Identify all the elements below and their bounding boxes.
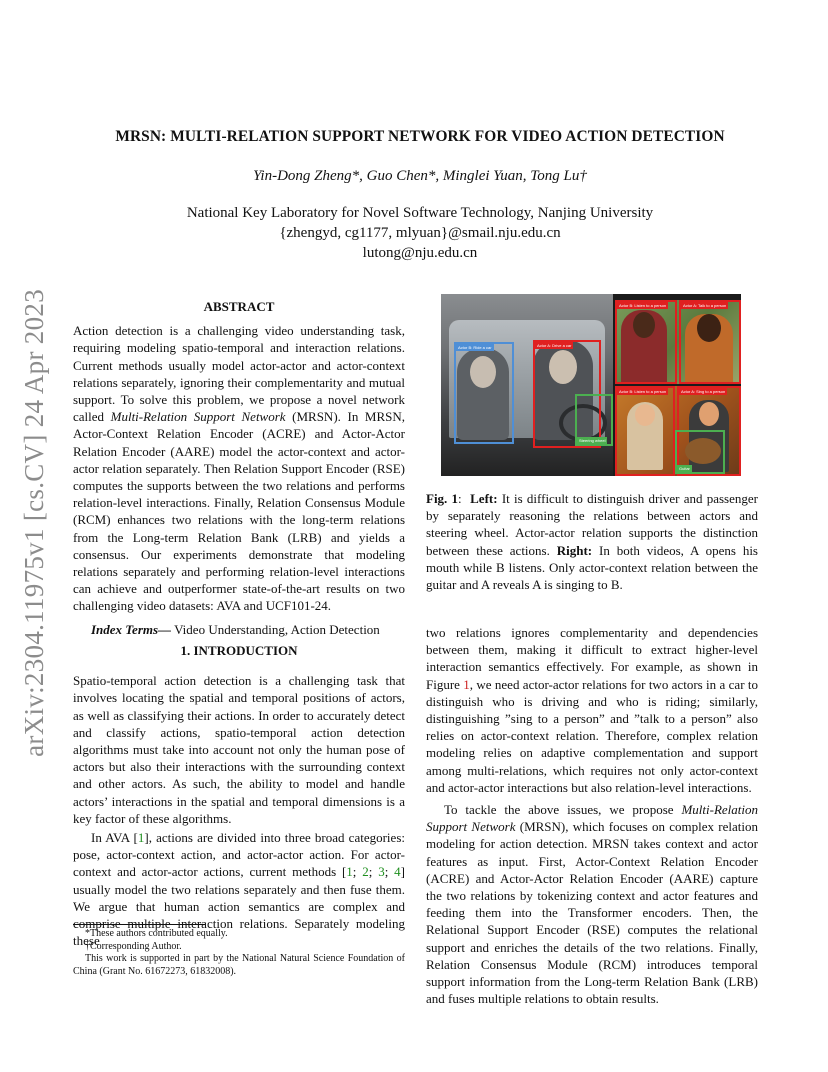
citation-link[interactable]: 1: [137, 830, 145, 846]
abstract-section: [73, 298, 405, 638]
model-name: Multi-Relation Support Network: [110, 409, 286, 425]
car-scene: [441, 294, 613, 476]
paper-title: MRSN: MULTI-RELATION SUPPORT NETWORK FOR VIDEO ACTION DETECTION: [115, 128, 725, 145]
footnote-equal-contribution: *These authors contributed equally.: [85, 928, 228, 939]
introduction-section: [73, 642, 405, 949]
abstract-heading: ABSTRACT: [203, 299, 275, 314]
citation-link[interactable]: 2: [362, 864, 369, 880]
author-list: Yin-Dong Zheng*, Guo Chen*, Minglei Yuan, Tong Lu†: [253, 168, 587, 184]
talk-scene: Actor B: Listen to a person Actor A: Talk to a person: [615, 300, 741, 384]
arxiv-identifier: [12, 286, 56, 760]
footnote-divider: [73, 924, 205, 925]
footnotes: [73, 928, 405, 978]
citation-link[interactable]: 3: [378, 864, 385, 880]
right-column-text: [426, 624, 758, 1007]
footnote-funding: This work is supported in part by the National Natural Science Foundation of China (Grant No. 61672273, 61832008).: [73, 953, 405, 977]
arxiv-label: arXiv:2304.11975v1 [cs.CV] 24 Apr 2023: [18, 289, 49, 757]
citation-link[interactable]: 4: [394, 864, 401, 880]
affiliation: National Key Laboratory for Novel Software Technology, Nanjing University: [186, 205, 654, 221]
right-paragraph-2: To tackle the above issues, we propose Multi-Relation Support Network (MRSN), which focuses on complex relation modeling for action detection. MRSN takes context and actor features as input. First, Actor-Context Relation Encoder (ACRE) and Actor-Actor Relation Encoder (AARE) capture the two relations by tokenizing context and actor features and feeding them into the Transformer encoders. Then, the Relational Support Encoder (RSE) computes the relational support and enriches the details of the two relations. Finally, Relation Consensus Module (RCM) introduces temporal support information from the Long-term Relation Bank (LRB) and fuses multiple relations to obtain results.: [426, 802, 758, 1007]
index-terms: Index Terms— Video Understanding, Action Detection: [91, 621, 380, 637]
introduction-heading: 1. INTRODUCTION: [180, 643, 298, 658]
email-line-2: lutong@nju.edu.cn: [362, 245, 478, 261]
abstract-text: Action detection is a challenging video understanding task, requiring modeling spatio-temporal and interaction relations. Current methods usually model actor-actor and actor-context relations separately, ignoring their complementarity and mutual support. To solve this problem, we propose a novel network called Multi-Relation Support Network (MRSN). In MRSN, Actor-Context Relation Encoder (ACRE) and Actor-Actor Relation Encoder (AARE) model the actor-context and actor-actor relation separately. Then Relation Support Encoder (RSE) computes the supports between the two relations and performs relation-level interactions. Finally, Relation Consensus Module (RCM) enhances two relations with the long-term relations from the Long-term Relation Bank (LRB) and yields a consensus. Our experiments demonstrate that modeling relations separately and performing relation-level interactions can achieve and outperformer state-of-the-art results on two challenging video datasets: AVA and UCF101-24.: [73, 323, 405, 614]
bbox-steering-wheel: Steering wheel: [575, 394, 613, 446]
sing-scene: Actor B: Listen to a person Actor A: Sing to a person Guitar: [615, 386, 741, 476]
right-paragraph-1: two relations ignores complementarity and dependencies between them, making it difficult to extract higher-level interaction semantics effectively. For example, as shown in Figure 1, we need actor-actor relations for two actors in a car to distinguish who is driving and who is riding; similarly, distinguishing ”sing to a person” and ”talk to a person” also relies on actor-context relation. Therefore, complex relation modeling relies on adaptive complementation and support among multi-relations, which requires not only actor-context and actor-actor interactions but also relation-level interactions.: [426, 625, 758, 795]
footnote-corresponding: †Corresponding Author.: [85, 940, 182, 952]
intro-paragraph-1: Spatio-temporal action detection is a challenging task that involves locating the spatial and temporal positions of actors, as well as classifying their actions. In order to accurately detect and classify actions, spatio-temporal action detection algorithms must take into account not only the human pose of actors but also their interactions with the surrounding context and other actors. As such, the ability to model and handle actors’ interactions in the spatial and temporal dimensions is a key factor of these algorithms.: [73, 673, 405, 826]
citation-link[interactable]: 1: [346, 864, 353, 880]
intro-paragraph-2: In AVA [1], actions are divided into three broad categories: pose, actor-context action, and actor-actor action. For actor-context and actor-actor actions, current methods [1; 2; 3; 4] usually model the two relations separately and then fuse them. We argue that human action semantics are complex and comprise multiple interaction relations. Separately modeling these: [73, 830, 405, 949]
figure-ref-link[interactable]: 1: [463, 676, 470, 692]
email-line-1: {zhengyd, cg1177, mlyuan}@smail.nju.edu.cn: [279, 225, 561, 241]
figure-1-caption: Fig. 1: Left: It is difficult to distinguish driver and passenger by separately reasoning the relations between actors and steering wheel. Actor-actor relation supports the distinction between these actions. Right: In both videos, A opens his mouth while B listens. Only actor-context relation between the guitar and A reveals A is singing to B.: [426, 491, 758, 593]
bbox-actor-b: Actor B: Ride a car: [454, 342, 514, 444]
figure-label: Fig. 1: [426, 491, 459, 506]
bbox-actor-a: Actor A: Drive a car: [533, 340, 601, 448]
figure-1-image: [441, 294, 741, 476]
